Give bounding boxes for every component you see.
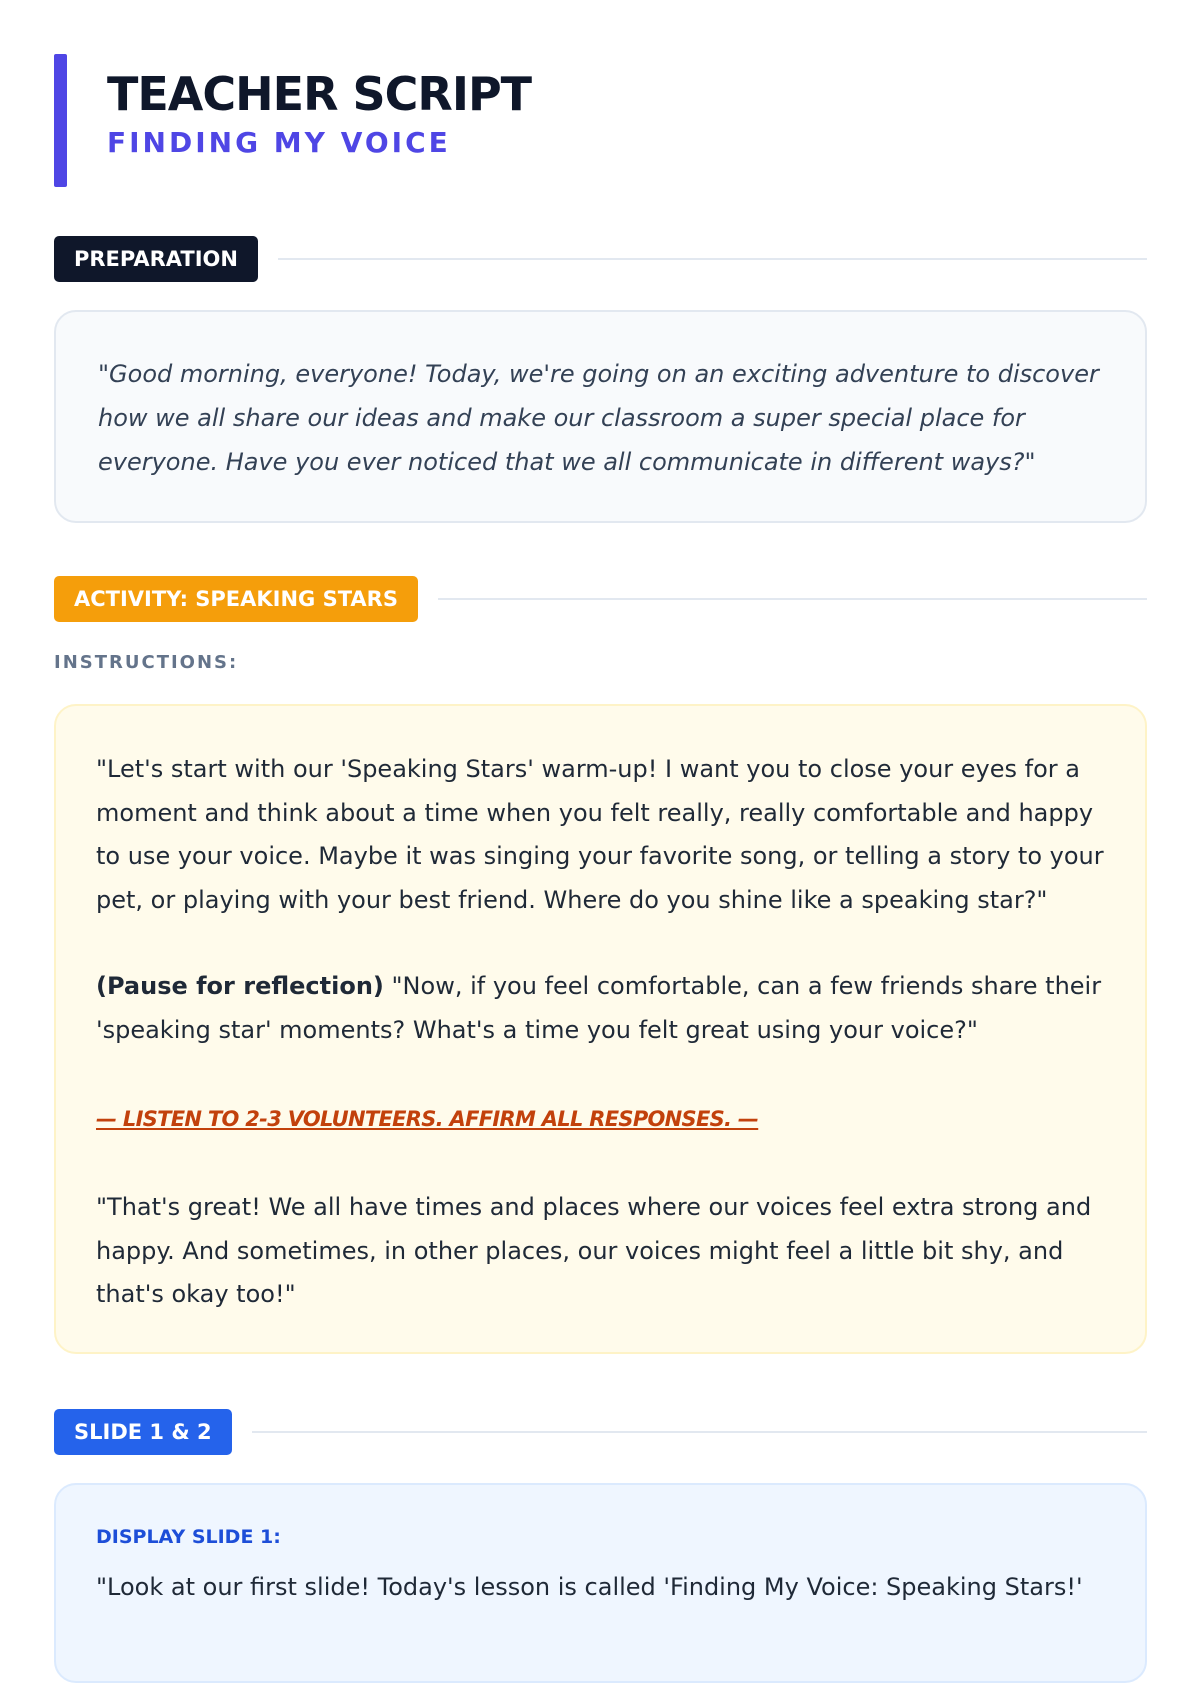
activity-paragraph-3: "That's great! We all have times and places where our voices feel extra strong and happy. And sometimes, in other places, our voices might feel a little bit shy, and that's okay too!" (96, 1193, 1092, 1308)
preparation-script: "Good morning, everyone! Today, we're going on an exciting adventure to discover how we all share our ideas and make our classroom a super special place for everyone. Have you ever noticed that we all communicate in different ways?" (98, 360, 1099, 476)
activity-badge: ACTIVITY: SPEAKING STARS (54, 576, 418, 622)
activity-paragraph-1: "Let's start with our 'Speaking Stars' warm-up! I want you to close your eyes for a moment and think about a time when you felt really, really comfortable and happy to use your voice. Maybe it was singing your favorite song, or telling a story to your pet, or playing with your best friend. Where do you shine like a speaking star?" (96, 755, 1104, 914)
activity-card (54, 704, 1147, 1354)
activity-paragraph-2 (96, 965, 1105, 1052)
slide-script: "Look at our first slide! Today's lesson is called 'Finding My Voice: Speaking Stars!' (96, 1573, 1083, 1601)
display-slide-label: DISPLAY SLIDE 1: (96, 1526, 281, 1548)
preparation-badge: PREPARATION (54, 236, 258, 282)
slides-section-header (54, 1409, 1147, 1455)
teacher-cue: — LISTEN TO 2-3 VOLUNTEERS. AFFIRM ALL RESPONSES. — (96, 1107, 759, 1131)
slides-card (54, 1483, 1147, 1683)
page-header (54, 54, 1147, 187)
header-accent-bar (54, 54, 67, 187)
section-divider (278, 258, 1147, 260)
page-title: TEACHER SCRIPT (107, 67, 532, 121)
slides-badge: SLIDE 1 & 2 (54, 1409, 232, 1455)
section-divider (252, 1431, 1147, 1433)
preparation-section-header (54, 236, 1147, 282)
teacher-script-page (54, 54, 1147, 1683)
page-subtitle: FINDING MY VOICE (107, 126, 451, 159)
instructions-label: INSTRUCTIONS: (54, 652, 239, 673)
section-divider (438, 598, 1147, 600)
preparation-card (54, 310, 1147, 523)
activity-section-header (54, 576, 1147, 622)
pause-label: (Pause for reflection) (96, 972, 384, 1000)
activity-paragraph-2-text: "Now, if you feel comfortable, can a few friends share their 'speaking star' moments? What's a time you felt great using your voice?" (96, 972, 1102, 1044)
